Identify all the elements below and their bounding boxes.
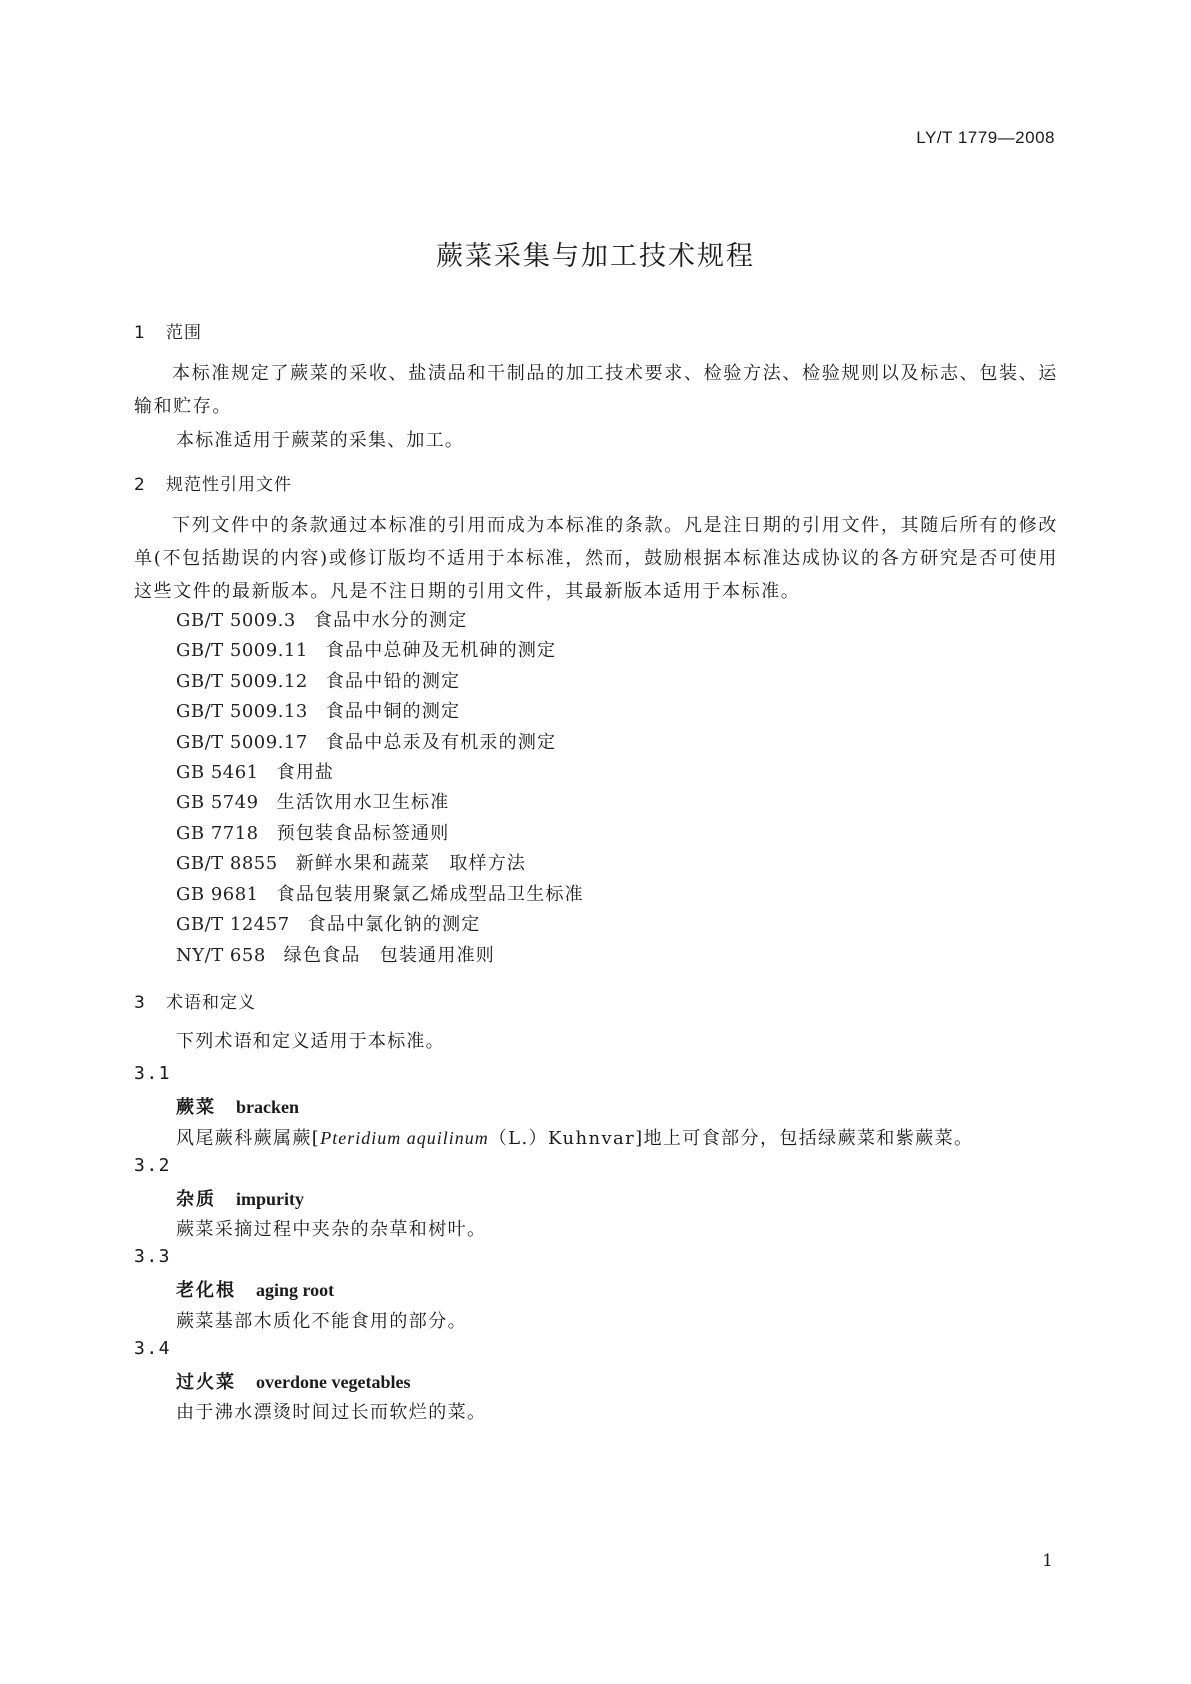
term-chinese: 蕨菜 <box>176 1097 216 1118</box>
reference-title: 食品中水分的测定 <box>313 610 468 631</box>
term-definition: 蕨菜基部木质化不能食用的部分。 <box>176 1311 467 1332</box>
references-paragraph: 下列文件中的条款通过本标准的引用而成为本标准的条款。凡是注日期的引用文件，其随后所有的修改单(不包括勘误的内容)或修订版均不适用于本标准，然而，鼓励根据本标准达成协议的各方研究是否可使用这些文件的最新版本。凡是不注日期的引用文件，其最新版本适用于本标准。 <box>134 515 1058 602</box>
reference-title: 食品中总汞及有机汞的测定 <box>325 732 557 753</box>
reference-code: GB/T 8855 <box>176 853 278 874</box>
section-number: 3 <box>134 993 146 1013</box>
reference-code: GB/T 5009.12 <box>176 671 308 692</box>
definition-text: （L.）Kuhnvar]地上可食部分，包括绿蕨菜和紫蕨菜。 <box>488 1128 974 1149</box>
term-english: impurity <box>236 1189 305 1209</box>
term-entry <box>176 1093 299 1119</box>
standard-number: LY/T 1779—2008 <box>916 128 1055 147</box>
latin-name: Pteridium aquilinum <box>320 1128 489 1148</box>
term-definition <box>176 1124 973 1150</box>
reference-item <box>176 636 556 662</box>
reference-code: GB 5461 <box>176 762 259 783</box>
term-english: overdone vegetables <box>256 1372 411 1392</box>
term-definition: 蕨菜采摘过程中夹杂的杂草和树叶。 <box>176 1219 487 1240</box>
reference-item <box>176 758 334 784</box>
term-chinese: 过火菜 <box>176 1372 236 1393</box>
reference-title: 食用盐 <box>276 762 335 783</box>
reference-title: 新鲜水果和蔬菜 取样方法 <box>295 853 527 874</box>
page-number: 1 <box>1042 1551 1053 1571</box>
section-number: 1 <box>134 323 146 343</box>
reference-item <box>176 880 584 906</box>
reference-code: GB 7718 <box>176 823 259 844</box>
reference-item <box>176 788 449 814</box>
term-chinese: 老化根 <box>176 1280 236 1301</box>
reference-item <box>176 849 526 875</box>
reference-item <box>176 941 495 967</box>
section-number: 2 <box>134 475 146 495</box>
reference-item <box>176 606 468 632</box>
reference-code: GB/T 5009.3 <box>176 610 296 631</box>
reference-title: 食品中氯化钠的测定 <box>307 914 481 935</box>
reference-title: 生活饮用水卫生标准 <box>276 792 450 813</box>
section-2-heading <box>134 470 292 495</box>
section-title: 规范性引用文件 <box>166 475 292 495</box>
reference-item <box>176 910 480 936</box>
reference-code: GB/T 5009.11 <box>176 640 308 661</box>
reference-item <box>176 728 556 754</box>
term-chinese: 杂质 <box>176 1189 216 1210</box>
terms-intro: 下列术语和定义适用于本标准。 <box>176 1031 445 1052</box>
reference-title: 食品包装用聚氯乙烯成型品卫生标准 <box>276 884 584 905</box>
clause-number: 3.2 <box>134 1155 172 1176</box>
reference-item <box>176 819 449 845</box>
section-1-heading <box>134 318 202 343</box>
reference-code: GB/T 5009.13 <box>176 701 308 722</box>
reference-item <box>176 667 460 693</box>
reference-code: GB 5749 <box>176 792 259 813</box>
reference-code: GB/T 12457 <box>176 914 290 935</box>
reference-code: NY/T 658 <box>176 945 266 966</box>
section-title: 术语和定义 <box>166 993 256 1013</box>
section-title: 范围 <box>166 323 202 343</box>
scope-paragraph: 本标准规定了蕨菜的采收、盐渍品和干制品的加工技术要求、检验方法、检验规则以及标志、包装、运输和贮存。 <box>134 363 1058 417</box>
term-entry <box>176 1276 334 1302</box>
reference-code: GB 9681 <box>176 884 259 905</box>
term-english: bracken <box>236 1097 299 1117</box>
reference-title: 食品中总砷及无机砷的测定 <box>325 640 557 661</box>
clause-number: 3.4 <box>134 1338 172 1359</box>
document-title: 蕨菜采集与加工技术规程 <box>436 241 755 272</box>
term-english: aging root <box>256 1280 335 1300</box>
reference-item <box>176 697 460 723</box>
term-definition: 由于沸水漂烫时间过长而软烂的菜。 <box>176 1402 487 1423</box>
section-3-heading <box>134 988 256 1013</box>
reference-title: 绿色食品 包装通用准则 <box>283 945 495 966</box>
definition-text: 风尾蕨科蕨属蕨[ <box>176 1128 321 1149</box>
clause-number: 3.3 <box>134 1246 172 1267</box>
term-entry <box>176 1368 410 1394</box>
term-entry <box>176 1185 304 1211</box>
reference-code: GB/T 5009.17 <box>176 732 308 753</box>
clause-number: 3.1 <box>134 1063 172 1084</box>
reference-title: 食品中铅的测定 <box>325 671 461 692</box>
reference-title: 食品中铜的测定 <box>325 701 461 722</box>
scope-applicability: 本标准适用于蕨菜的采集、加工。 <box>176 430 464 451</box>
reference-title: 预包装食品标签通则 <box>276 823 450 844</box>
